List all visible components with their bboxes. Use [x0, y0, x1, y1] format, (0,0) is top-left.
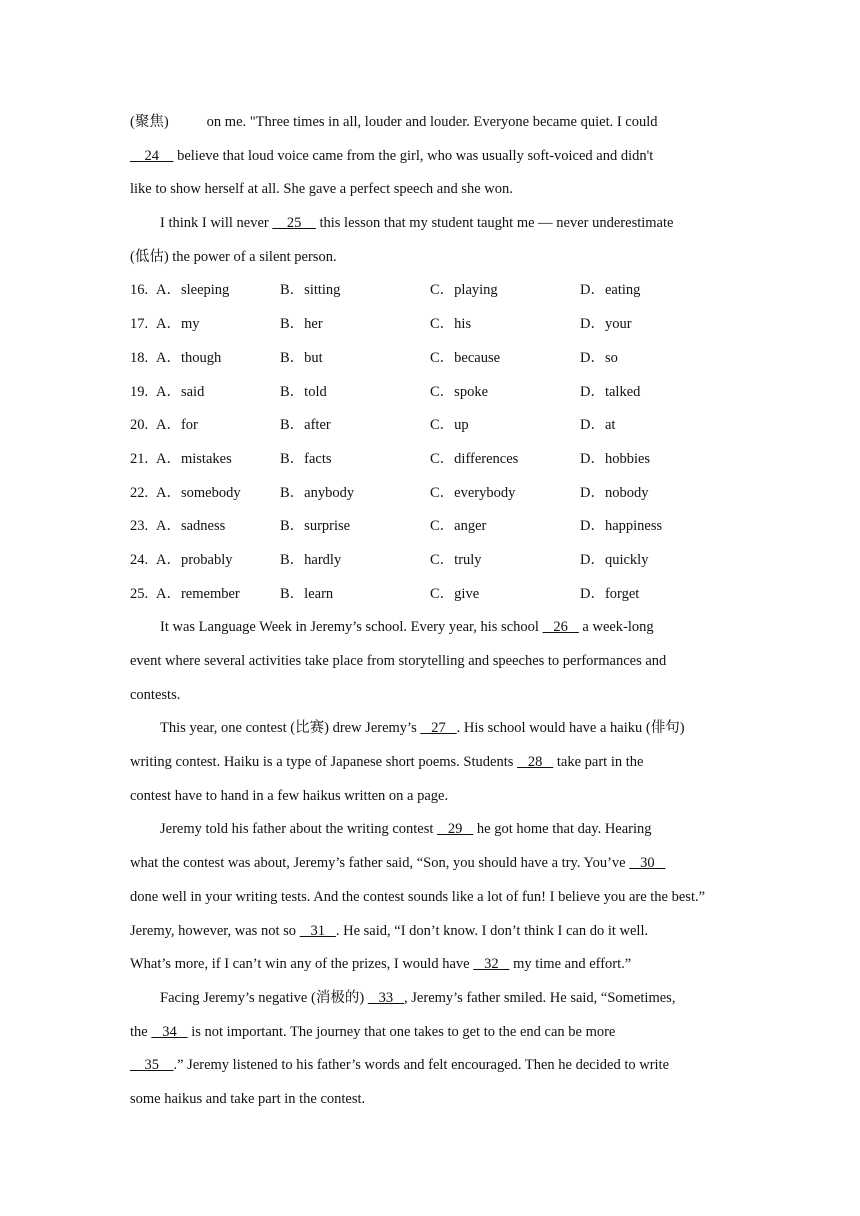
option-d: D．so: [580, 349, 618, 366]
text-line: [130, 785, 735, 819]
option-a: A．probably: [156, 551, 233, 568]
line-text: writing contest. Haiku is a type of Japanese short poems. Students: [130, 754, 518, 771]
line-text: my time and effort.”: [509, 956, 632, 973]
line-text: believe that loud voice came from the girl, who was usually soft-voiced and didn't: [173, 147, 654, 164]
line-text: contests.: [130, 686, 181, 703]
text-line: [130, 650, 735, 684]
answer-blank: 32: [473, 956, 510, 973]
question-number: 24.: [130, 551, 149, 568]
option-b: B．sitting: [280, 282, 341, 299]
line-text: some haikus and take part in the contest.: [130, 1090, 366, 1107]
text-line: [130, 1088, 735, 1122]
option-a: A．said: [156, 383, 205, 400]
text-line: [130, 852, 735, 886]
line-text: .” Jeremy listened to his father’s words and felt encouraged. Then he decided to write: [173, 1057, 670, 1074]
text-line: [130, 684, 735, 718]
line-text: he got home that day. Hearing: [473, 821, 652, 838]
option-a: A．somebody: [156, 484, 241, 501]
line-text: . He said, “I don’t know. I don’t think I can do it well.: [335, 922, 649, 939]
option-c: C．spoke: [430, 383, 488, 400]
option-c: C．playing: [430, 282, 498, 299]
option-c: C．differences: [430, 450, 519, 467]
option-d: D．talked: [580, 383, 641, 400]
line-text: is not important. The journey that one takes to get to the end can be more: [187, 1023, 616, 1040]
question-number: 20.: [130, 417, 149, 434]
line-text: on me. "Three times in all, louder and louder. Everyone became quiet. I could: [206, 114, 658, 130]
line-text: Facing Jeremy’s negative (消极的): [160, 989, 368, 1006]
option-a: A．though: [156, 349, 222, 366]
line-text: , Jeremy’s father smiled. He said, “Sometimes,: [404, 989, 676, 1006]
question-number: 22.: [130, 484, 149, 501]
answer-blank: 33: [367, 989, 405, 1006]
question-number: 21.: [130, 450, 149, 467]
option-c: C．give: [430, 585, 480, 602]
option-b: B．hardly: [280, 551, 342, 568]
text-line: [130, 1054, 735, 1088]
text-line: [130, 178, 735, 212]
question-options-16-25: [130, 279, 735, 616]
text-line: [130, 818, 735, 852]
option-b: B．her: [280, 316, 323, 333]
line-text: (聚焦): [130, 114, 169, 130]
answer-blank: 27: [420, 720, 457, 737]
option-d: D．forget: [580, 585, 640, 602]
option-d: D．happiness: [580, 518, 663, 535]
answer-blank: 24: [130, 147, 174, 164]
document-content: [130, 111, 735, 1122]
text-line: [130, 145, 735, 179]
question-row: [130, 448, 735, 482]
answer-blank: 26: [542, 619, 579, 636]
question-row: [130, 414, 735, 448]
option-b: B．facts: [280, 450, 332, 467]
answer-blank: 35: [130, 1057, 174, 1074]
question-number: 17.: [130, 316, 149, 333]
text-line: [130, 246, 735, 280]
text-line: [130, 886, 735, 920]
option-d: D．nobody: [580, 484, 649, 501]
question-number: 25.: [130, 585, 149, 602]
question-number: 23.: [130, 518, 149, 535]
question-row: [130, 279, 735, 313]
answer-blank: 31: [299, 922, 336, 939]
line-text: It was Language Week in Jeremy’s school. Every year, his school: [160, 619, 543, 636]
option-a: A．mistakes: [156, 450, 232, 467]
question-row: [130, 583, 735, 617]
option-c: C．his: [430, 316, 472, 333]
option-c: C．up: [430, 417, 469, 434]
option-b: B．surprise: [280, 518, 351, 535]
question-row: [130, 549, 735, 583]
option-c: C．anger: [430, 518, 487, 535]
question-number: 16.: [130, 282, 149, 299]
option-a: A．sadness: [156, 518, 226, 535]
option-a: A．my: [156, 316, 200, 333]
line-text: event where several activities take place from storytelling and speeches to performances and: [130, 653, 667, 669]
option-d: D．at: [580, 417, 616, 434]
option-a: A．remember: [156, 585, 240, 602]
question-row: [130, 313, 735, 347]
text-line: [130, 953, 735, 987]
text-line: [130, 111, 735, 145]
option-a: A．sleeping: [156, 282, 230, 299]
option-d: D．hobbies: [580, 450, 651, 467]
option-d: D．quickly: [580, 551, 649, 568]
text-line: [130, 1021, 735, 1055]
text-line: [130, 717, 735, 751]
text-line: [130, 616, 735, 650]
text-line: [130, 212, 735, 246]
line-text: I think I will never: [160, 215, 273, 232]
question-number: 18.: [130, 349, 149, 366]
option-b: B．anybody: [280, 484, 355, 501]
line-text: the: [130, 1023, 152, 1040]
option-b: B．but: [280, 349, 323, 366]
text-line: [130, 751, 735, 785]
line-text: a week-long: [578, 619, 654, 636]
option-c: C．because: [430, 349, 501, 366]
option-c: C．truly: [430, 551, 482, 568]
line-text: This year, one contest (比赛) drew Jeremy’s: [160, 720, 421, 737]
answer-blank: 28: [517, 754, 554, 771]
question-row: [130, 347, 735, 381]
answer-blank: 34: [151, 1023, 188, 1040]
option-b: B．told: [280, 383, 327, 400]
option-d: D．eating: [580, 282, 641, 299]
question-row: [130, 381, 735, 415]
option-b: B．learn: [280, 585, 334, 602]
answer-blank: 29: [437, 821, 474, 838]
line-text: What’s more, if I can’t win any of the prizes, I would have: [130, 956, 474, 973]
line-text: like to show herself at all. She gave a perfect speech and she won.: [130, 181, 513, 198]
question-number: 19.: [130, 383, 149, 400]
line-text: Jeremy told his father about the writing contest: [160, 821, 438, 838]
option-d: D．your: [580, 316, 632, 333]
line-text: (低估) the power of a silent person.: [130, 248, 337, 265]
answer-blank: 25: [272, 215, 316, 232]
line-text: contest have to hand in a few haikus written on a page.: [130, 787, 449, 804]
line-text: Jeremy, however, was not so: [130, 922, 300, 939]
passage-one: [130, 111, 735, 279]
line-text: what the contest was about, Jeremy’s father said, “Son, you should have a try. You’ve: [130, 855, 630, 872]
line-text: take part in the: [553, 754, 644, 771]
text-line: [130, 987, 735, 1021]
option-c: C．everybody: [430, 484, 516, 501]
answer-blank: 30: [629, 855, 666, 872]
line-text: this lesson that my student taught me — never underestimate: [315, 215, 674, 232]
question-row: [130, 515, 735, 549]
line-text: . His school would have a haiku (俳句): [456, 720, 685, 737]
passage-two: [130, 616, 735, 1121]
line-text: done well in your writing tests. And the contest sounds like a lot of fun! I believe you are the best.”: [130, 888, 706, 905]
text-line: [130, 920, 735, 954]
question-row: [130, 482, 735, 516]
option-b: B．after: [280, 417, 331, 434]
option-a: A．for: [156, 417, 198, 434]
